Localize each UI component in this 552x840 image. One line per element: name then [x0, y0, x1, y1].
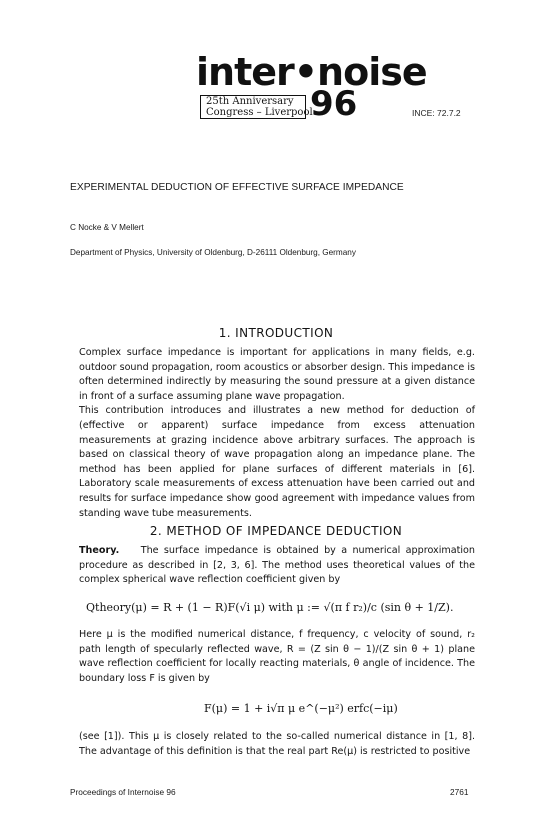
section-1-body — [79, 346, 475, 521]
run-in-heading-theory: Theory. — [79, 545, 120, 556]
logo-year: 96 — [310, 84, 358, 124]
formula-q-theory: Qtheory(μ) = R + (1 − R)F(√i μ) with μ := √(π f r₂)/c (sin θ + 1/Z). — [86, 601, 454, 614]
section-2-paragraph-1 — [79, 544, 475, 588]
section-2-paragraph-3: (see [1]). This μ is closely related to the so-called numerical distance in [1, 8]. The advantage of this definition is that the real part Re(μ) is restricted to positive — [79, 731, 475, 757]
anniversary-box — [200, 95, 313, 119]
formula-boundary-loss: F(μ) = 1 + i√π μ e^(−μ²) erfc(−iμ) — [204, 702, 398, 715]
section-2-body-3 — [79, 730, 475, 759]
section-1-paragraph-2: This contribution introduces and illustrates a new method for deduction of (effective or apparent) surface impedance from excess attenuation measurements at grazing incidence above arbitrary surfaces. The approach is based on classical theory of wave propagation along an impedance plane. The method has been applied for plane surfaces of different materials in [6]. Laboratory scale measurements of excess attenuation have been carried out and results for surface impedance show good agreement with impedance values from standing wave tube measurements. — [79, 405, 475, 519]
section-2-paragraph-1-text: The surface impedance is obtained by a numerical approximation procedure as described in [2, 3, 6]. The method uses theoretical values of the complex spherical wave reflection coefficient given by — [79, 545, 475, 586]
anniversary-line-2: Congress – Liverpool — [206, 106, 313, 118]
section-2-body-2 — [79, 628, 475, 686]
footer-page-number: 2761 — [450, 787, 469, 797]
ince-code: INCE: 72.7.2 — [412, 108, 461, 118]
paper-title: EXPERIMENTAL DEDUCTION OF EFFECTIVE SURFACE IMPEDANCE — [70, 182, 404, 193]
internoise-logo-word: inter•noise — [196, 50, 427, 94]
anniversary-line-1: 25th Anniversary — [206, 96, 294, 107]
section-2-heading: 2. METHOD OF IMPEDANCE DEDUCTION — [149, 524, 403, 538]
section-1-heading: 1. INTRODUCTION — [218, 326, 334, 340]
section-1-paragraph-1: Complex surface impedance is important for applications in many fields, e.g. outdoor sound propagation, room acoustics or absorber design. This impedance is often determined indirectly by measuring the sound pressure at a given distance in front of a surface assuming plane wave propagation. — [79, 347, 475, 402]
section-2-paragraph-2: Here μ is the modified numerical distance, f frequency, c velocity of sound, r₂ path length of specularly reflected wave, R = (Z sin θ − 1)/(Z sin θ + 1) plane wave reflection coefficient for locally reacting materials, θ angle of incidence. The boundary loss F is given by — [79, 629, 475, 684]
section-2-body-1 — [79, 544, 475, 588]
paper-authors: C Nocke & V Mellert — [70, 223, 144, 232]
footer-proceedings: Proceedings of Internoise 96 — [70, 787, 176, 797]
paper-affiliation: Department of Physics, University of Oldenburg, D-26111 Oldenburg, Germany — [70, 248, 356, 257]
